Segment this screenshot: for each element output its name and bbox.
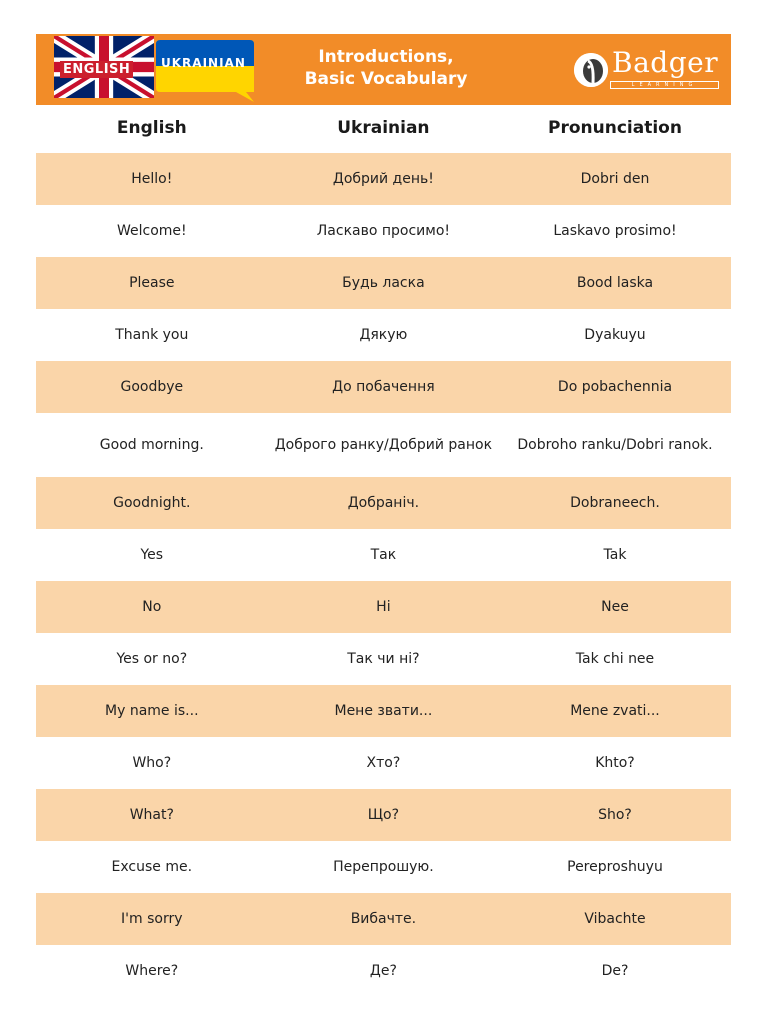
- table-row: [36, 633, 731, 685]
- cell-english: Thank you: [115, 326, 189, 343]
- cell-ukrainian: Так чи ні?: [347, 650, 420, 667]
- table-row: [36, 153, 731, 205]
- cell-pronunciation: Khto?: [595, 754, 635, 771]
- cell-ukrainian: Будь ласка: [342, 274, 425, 291]
- cell-ukrainian: Вибачте.: [350, 910, 417, 927]
- page-title: [286, 46, 486, 90]
- cell-ukrainian: Хто?: [366, 754, 401, 771]
- table-row: [36, 685, 731, 737]
- table-row: [36, 581, 731, 633]
- cell-english: Goodbye: [120, 378, 184, 395]
- english-flag-label: ENGLISH: [60, 61, 133, 78]
- column-header-ukrainian: Ukrainian: [337, 118, 430, 138]
- cell-ukrainian: Ласкаво просимо!: [316, 222, 451, 239]
- table-row: [36, 413, 731, 477]
- cell-pronunciation: Pereproshuyu: [567, 858, 663, 875]
- cell-english: Where?: [125, 962, 179, 979]
- cell-ukrainian: Добрий день!: [332, 170, 434, 187]
- badger-mark-icon: [574, 53, 608, 87]
- cell-ukrainian: Що?: [367, 806, 400, 823]
- cell-ukrainian: Дякую: [359, 326, 408, 343]
- cell-pronunciation: Laskavo prosimo!: [553, 222, 677, 239]
- table-row: [36, 789, 731, 841]
- table-row: [36, 361, 731, 413]
- cell-english: Who?: [132, 754, 172, 771]
- cell-english: Yes or no?: [116, 650, 188, 667]
- cell-pronunciation: Dobraneech.: [570, 494, 660, 511]
- cell-pronunciation: Mene zvati...: [570, 702, 660, 719]
- cell-pronunciation: Bood laska: [576, 274, 654, 291]
- cell-ukrainian: Перепрошую.: [333, 858, 434, 875]
- logo-text: Badger: [612, 46, 719, 79]
- column-header-pronunciation: Pronunciation: [548, 118, 682, 138]
- cell-pronunciation: Dobroho ranku/Dobri ranok.: [517, 436, 713, 453]
- cell-pronunciation: Dyakuyu: [584, 326, 646, 343]
- cell-pronunciation: Sho?: [598, 806, 632, 823]
- cell-ukrainian: Мене звати...: [334, 702, 433, 719]
- cell-english: Yes: [140, 546, 164, 563]
- cell-pronunciation: Dobri den: [580, 170, 650, 187]
- cell-english: Please: [129, 274, 175, 291]
- table-row: [36, 945, 731, 997]
- cell-ukrainian: Де?: [369, 962, 397, 979]
- table-row: [36, 737, 731, 789]
- title-line-2: Basic Vocabulary: [304, 69, 468, 89]
- cell-pronunciation: Tak: [603, 546, 627, 563]
- table-row: [36, 893, 731, 945]
- cell-ukrainian: Добраніч.: [347, 494, 420, 511]
- cell-pronunciation: De?: [601, 962, 629, 979]
- table-row: [36, 257, 731, 309]
- cell-english: What?: [129, 806, 174, 823]
- cell-ukrainian: Ні: [376, 598, 391, 615]
- ukrainian-flag-label: UKRAINIAN: [161, 56, 246, 70]
- cell-english: My name is...: [105, 702, 199, 719]
- cell-pronunciation: Vibachte: [584, 910, 646, 927]
- table-header: [36, 104, 731, 153]
- column-header-english: English: [116, 118, 187, 138]
- table-row: [36, 841, 731, 893]
- vocabulary-table: [36, 104, 731, 997]
- cell-ukrainian: Так: [370, 546, 397, 563]
- cell-ukrainian: Доброго ранку/Добрий ранок: [274, 436, 493, 453]
- badger-logo: [574, 46, 722, 90]
- cell-english: No: [142, 598, 162, 615]
- cell-english: Hello!: [131, 170, 173, 187]
- logo-subtext: LEARNING: [610, 81, 719, 89]
- ukraine-flag-icon: [154, 38, 256, 102]
- cell-english: Good morning.: [99, 436, 204, 453]
- header-banner: [36, 34, 731, 105]
- table-row: [36, 205, 731, 257]
- table-row: [36, 309, 731, 361]
- flags-group: [54, 36, 254, 102]
- cell-english: Goodnight.: [113, 494, 191, 511]
- cell-english: Welcome!: [116, 222, 187, 239]
- table-body: [36, 153, 731, 997]
- cell-ukrainian: До побачення: [332, 378, 435, 395]
- cell-pronunciation: Do pobachennia: [557, 378, 673, 395]
- title-line-1: Introductions,: [318, 47, 454, 67]
- table-row: [36, 529, 731, 581]
- cell-pronunciation: Nee: [601, 598, 629, 615]
- cell-english: I'm sorry: [121, 910, 183, 927]
- table-row: [36, 477, 731, 529]
- cell-pronunciation: Tak chi nee: [575, 650, 655, 667]
- cell-english: Excuse me.: [111, 858, 193, 875]
